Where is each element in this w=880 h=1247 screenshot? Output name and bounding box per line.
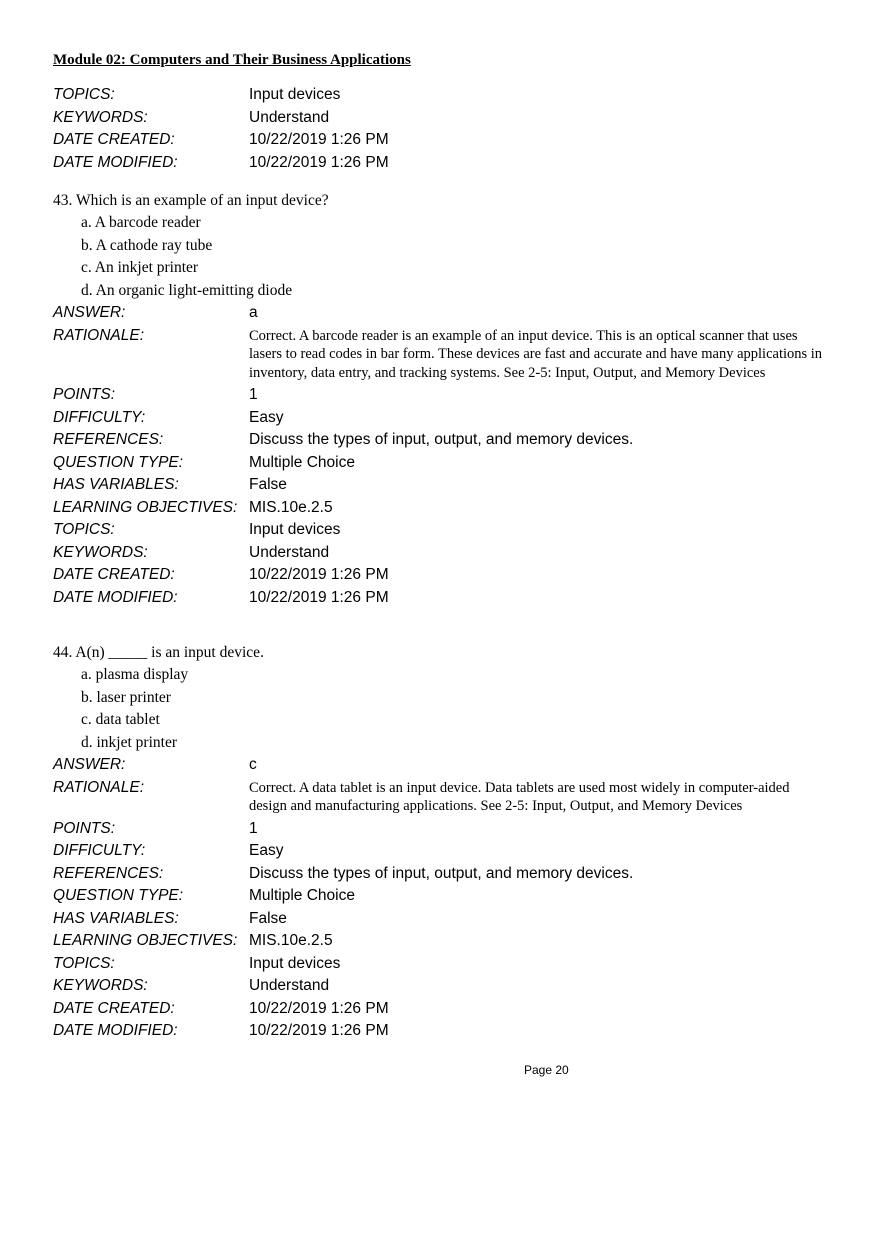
meta-value: 1 <box>249 819 258 837</box>
option-b: b. laser printer <box>81 688 171 706</box>
option-a: a. A barcode reader <box>81 214 201 231</box>
meta-label: DATE MODIFIED: <box>53 588 178 606</box>
option-d: d. inkjet printer <box>81 733 177 751</box>
meta-value: Understand <box>249 543 330 561</box>
option-b: b. A cathode ray tube <box>81 236 213 254</box>
meta-label: HAS VARIABLES: <box>53 909 179 927</box>
meta-label: LEARNING OBJECTIVES: <box>53 498 238 516</box>
meta-label: DIFFICULTY: <box>53 408 146 426</box>
meta-value: 10/22/2019 1:26 PM <box>249 999 389 1017</box>
meta-label: KEYWORDS: <box>53 108 148 126</box>
module-title: Module 02: Computers and Their Business Applications <box>53 52 411 68</box>
meta-label: QUESTION TYPE: <box>53 453 184 471</box>
rationale-row <box>53 327 843 383</box>
meta-label: ANSWER: <box>53 304 126 321</box>
meta-value: 10/22/2019 1:26 PM <box>249 131 389 148</box>
meta-row <box>53 499 843 522</box>
rationale-text: Correct. A data tablet is an input device. Data tablets are used most widely in computer-aided design and manufacturing applications. See 2-5: Input, Output, and Memory Devices <box>249 779 790 814</box>
option-c: c. data tablet <box>81 711 160 728</box>
meta-row <box>53 154 843 177</box>
meta-value: 10/22/2019 1:26 PM <box>249 1022 389 1039</box>
meta-row <box>53 476 843 499</box>
meta-row <box>53 887 843 910</box>
page-number: Page 20 <box>524 1063 569 1077</box>
meta-label: ANSWER: <box>53 756 126 773</box>
question-44 <box>53 644 843 1045</box>
meta-row <box>53 454 843 477</box>
meta-row <box>53 431 843 454</box>
meta-row <box>53 820 843 843</box>
meta-row <box>53 86 843 109</box>
meta-value: 10/22/2019 1:26 PM <box>249 566 389 583</box>
rationale-row <box>53 779 843 816</box>
meta-row <box>53 955 843 978</box>
meta-value: Discuss the types of input, output, and memory devices. <box>249 864 634 882</box>
answer-value: a <box>249 304 258 321</box>
top-metadata <box>53 86 843 176</box>
meta-label: KEYWORDS: <box>53 543 148 561</box>
meta-row <box>53 566 843 589</box>
option-d: d. An organic light-emitting diode <box>81 281 293 299</box>
meta-value: Understand <box>249 108 330 126</box>
rationale-text: Correct. A barcode reader is an example of an input device. This is an optical scanner that uses lasers to read codes in bar form. These devices are fast and accurate and have many applications in inventory, data entry, and tracking systems. See 2-5: Input, Output, and Memory Devices <box>249 327 823 381</box>
meta-value: Input devices <box>249 954 341 972</box>
answer-value: c <box>249 756 257 773</box>
meta-label: POINTS: <box>53 386 116 403</box>
question-43 <box>53 192 843 611</box>
question-text: 44. A(n) _____ is an input device. <box>53 644 264 661</box>
meta-label: TOPICS: <box>53 86 115 103</box>
meta-row <box>53 842 843 865</box>
meta-label: REFERENCES: <box>53 431 164 448</box>
meta-label: DATE CREATED: <box>53 131 175 148</box>
meta-value: 1 <box>249 386 258 403</box>
meta-value: Easy <box>249 842 284 859</box>
meta-row <box>53 932 843 955</box>
meta-value: Discuss the types of input, output, and memory devices. <box>249 431 634 448</box>
meta-value: Multiple Choice <box>249 453 355 471</box>
meta-value: MIS.10e.2.5 <box>249 932 333 949</box>
meta-value: 10/22/2019 1:26 PM <box>249 588 389 606</box>
question-text: 43. Which is an example of an input device? <box>53 192 329 209</box>
meta-label: DATE MODIFIED: <box>53 153 178 171</box>
meta-value: 10/22/2019 1:26 PM <box>249 153 389 171</box>
meta-row <box>53 409 843 432</box>
meta-row <box>53 910 843 933</box>
meta-label: HAS VARIABLES: <box>53 476 179 493</box>
meta-row <box>53 544 843 567</box>
meta-row <box>53 865 843 888</box>
answer-row <box>53 304 843 327</box>
meta-row <box>53 131 843 154</box>
meta-label: LEARNING OBJECTIVES: <box>53 932 238 949</box>
meta-label: RATIONALE: <box>53 778 145 796</box>
meta-value: Multiple Choice <box>249 887 355 904</box>
meta-label: RATIONALE: <box>53 326 145 344</box>
meta-value: MIS.10e.2.5 <box>249 498 333 516</box>
meta-label: KEYWORDS: <box>53 977 148 994</box>
meta-row <box>53 589 843 612</box>
meta-value: False <box>249 909 287 927</box>
meta-label: DATE MODIFIED: <box>53 1022 178 1039</box>
answer-row <box>53 756 843 779</box>
option-a: a. plasma display <box>81 666 189 683</box>
meta-value: Easy <box>249 408 284 426</box>
meta-label: DATE CREATED: <box>53 999 175 1017</box>
meta-label: POINTS: <box>53 819 116 837</box>
meta-label: TOPICS: <box>53 954 115 972</box>
meta-label: TOPICS: <box>53 521 115 538</box>
option-c: c. An inkjet printer <box>81 259 199 276</box>
meta-label: DATE CREATED: <box>53 566 175 583</box>
meta-label: QUESTION TYPE: <box>53 887 184 904</box>
meta-row <box>53 521 843 544</box>
meta-value: Input devices <box>249 521 341 538</box>
meta-value: Understand <box>249 977 330 994</box>
meta-value: False <box>249 476 287 493</box>
meta-value: Input devices <box>249 86 341 103</box>
meta-label: REFERENCES: <box>53 864 164 882</box>
meta-label: DIFFICULTY: <box>53 842 146 859</box>
meta-row <box>53 386 843 409</box>
meta-row <box>53 1022 843 1045</box>
meta-row <box>53 109 843 132</box>
meta-row <box>53 1000 843 1023</box>
meta-row <box>53 977 843 1000</box>
